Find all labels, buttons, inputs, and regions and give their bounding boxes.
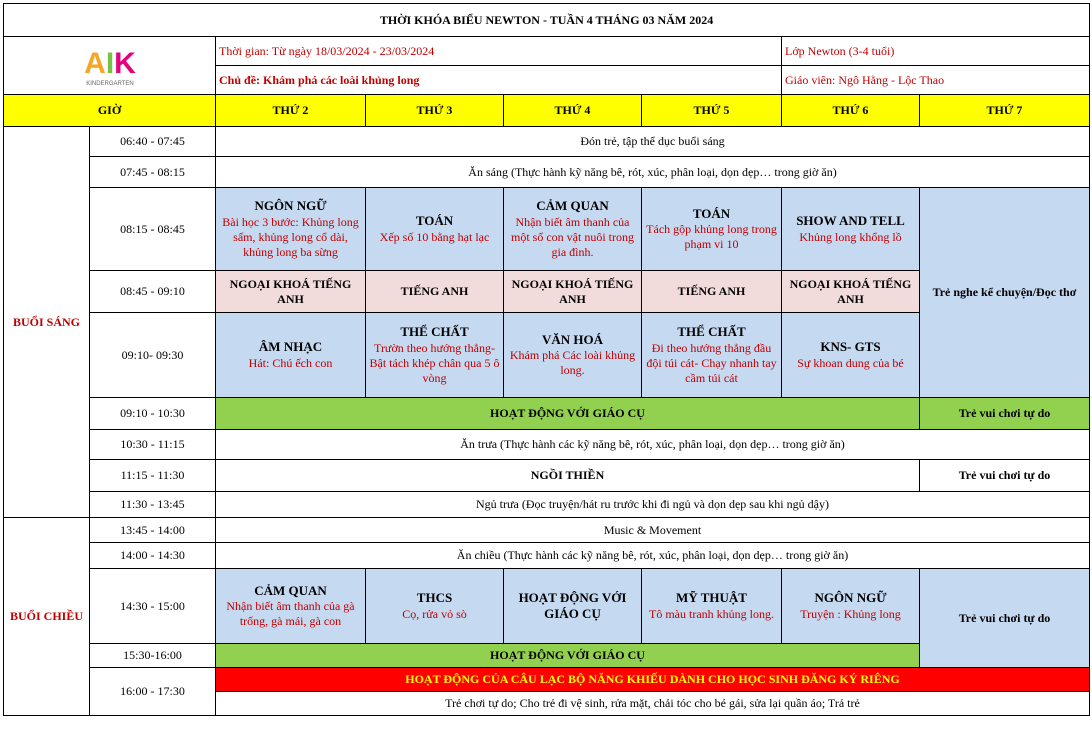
- lesson-cell: [216, 569, 366, 644]
- lesson-subject: TOÁN: [692, 205, 731, 221]
- saturday-afternoon: Trẻ vui chơi tự do: [920, 569, 1090, 668]
- lesson-cell: [366, 188, 504, 271]
- lesson-subject: HOẠT ĐỘNG VỚI GIÁO CỤ: [518, 589, 627, 621]
- english-cell: NGOẠI KHOÁ TIẾNG ANH: [782, 271, 920, 313]
- saturday-free-play: Trẻ vui chơi tự do: [920, 460, 1090, 492]
- time-slot: 10:30 - 11:15: [90, 430, 216, 460]
- time-slot: 08:15 - 08:45: [90, 188, 216, 271]
- time-slot: 09:10 - 10:30: [90, 398, 216, 430]
- lesson-cell: [782, 188, 920, 271]
- lesson-subject: KNS- GTS: [820, 339, 881, 355]
- header-sat: THỨ 7: [920, 95, 1090, 127]
- lesson-activity: Hát: Chú ếch con: [248, 355, 333, 370]
- header-mon: THỨ 2: [216, 95, 366, 127]
- date-range: Thời gian: Từ ngày 18/03/2024 - 23/03/2024: [216, 37, 782, 66]
- lesson-activity: Tách gộp khủng long trong phạm vi 10: [646, 222, 777, 252]
- activity-row: Ăn chiều (Thực hành các kỹ năng bê, rót, xúc, phân loại, dọn dẹp… trong giờ ăn): [216, 543, 1090, 569]
- lesson-cell: [366, 313, 504, 398]
- aik-logo-icon: [65, 43, 155, 89]
- lesson-cell: [366, 569, 504, 644]
- class-name: Lớp Newton (3-4 tuổi): [782, 37, 1090, 66]
- time-slot: 09:10- 09:30: [90, 313, 216, 398]
- activity-row: Ăn trưa (Thực hành các kỹ năng bê, rót, xúc, phân loại, dọn dẹp… trong giờ ăn): [216, 430, 1090, 460]
- saturday-morning: Trẻ nghe kể chuyện/Đọc thơ: [920, 188, 1090, 398]
- lesson-subject: NGÔN NGỮ: [254, 198, 327, 214]
- lesson-cell: [504, 569, 642, 644]
- time-slot: 15:30-16:00: [90, 644, 216, 668]
- theme: Chủ đề: Khám phá các loài khủng long: [216, 66, 782, 95]
- lesson-activity: Đi theo hướng thẳng đầu đội túi cát- Chạy nhanh tay cầm túi cát: [646, 340, 777, 385]
- lesson-subject: SHOW AND TELL: [796, 213, 905, 229]
- lesson-activity: Bài học 3 bước: Khủng long sấm, khủng long cổ dài, khủng long ba sừng: [222, 214, 359, 259]
- lesson-subject: CẢM QUAN: [254, 582, 327, 598]
- header-time: GIỜ: [4, 95, 216, 127]
- timetable: [3, 3, 1090, 716]
- lesson-activity: Nhận biết âm thanh của một số con vật nuôi trong gia đình.: [511, 214, 634, 259]
- session-morning: BUỔI SÁNG: [4, 127, 90, 518]
- lesson-cell: [216, 188, 366, 271]
- english-cell: NGOẠI KHOÁ TIẾNG ANH: [216, 271, 366, 313]
- montessori-row: HOẠT ĐỘNG VỚI GIÁO CỤ: [216, 644, 920, 668]
- lesson-cell: [642, 313, 782, 398]
- activity-row: Music & Movement: [216, 518, 1090, 543]
- meditation-row: NGỒI THIỀN: [216, 460, 920, 492]
- activity-row: Trẻ chơi tự do; Cho trẻ đi vệ sinh, rửa mặt, chải tóc cho bé gái, sửa lại quần áo; Trả trẻ: [216, 692, 1090, 716]
- activity-row: Ăn sáng (Thực hành kỹ năng bê, rót, xúc, phân loại, dọn dẹp… trong giờ ăn): [216, 157, 1090, 188]
- english-cell: NGOẠI KHOÁ TIẾNG ANH: [504, 271, 642, 313]
- activity-row: Đón trẻ, tập thể dục buổi sáng: [216, 127, 1090, 157]
- saturday-free-play: Trẻ vui chơi tự do: [920, 398, 1090, 430]
- lesson-subject: NGÔN NGỮ: [814, 590, 887, 606]
- lesson-cell: [782, 313, 920, 398]
- lesson-cell: [782, 569, 920, 644]
- lesson-cell: [642, 569, 782, 644]
- svg-text:AIK: AIK: [83, 46, 136, 80]
- header-fri: THỨ 6: [782, 95, 920, 127]
- lesson-activity: Xếp số 10 bằng hạt lạc: [379, 229, 490, 244]
- lesson-activity: Cọ, rửa vỏ sò: [402, 606, 467, 621]
- lesson-activity: Nhận biết âm thanh của gà trống, gà mái, gà con: [226, 599, 355, 629]
- lesson-activity: Trườn theo hướng thẳng- Bật tách khép chân qua 5 ô vòng: [369, 340, 500, 385]
- lesson-cell: [504, 313, 642, 398]
- lesson-subject: CẢM QUAN: [536, 198, 609, 214]
- time-slot: 07:45 - 08:15: [90, 157, 216, 188]
- lesson-cell: [642, 188, 782, 271]
- teachers: Giáo viên: Ngô Hằng - Lộc Thao: [782, 66, 1090, 95]
- header-thu: THỨ 5: [642, 95, 782, 127]
- time-slot: 06:40 - 07:45: [90, 127, 216, 157]
- school-logo: [6, 43, 213, 89]
- lesson-subject: THỂ CHẤT: [677, 324, 746, 340]
- lesson-activity: Truyện : Khủng long: [800, 606, 901, 621]
- lesson-subject: ÂM NHẠC: [258, 339, 323, 355]
- montessori-row: HOẠT ĐỘNG VỚI GIÁO CỤ: [216, 398, 920, 430]
- lesson-subject: VĂN HOÁ: [541, 331, 604, 347]
- session-afternoon: BUỔI CHIỀU: [4, 518, 90, 716]
- time-slot: 16:00 - 17:30: [90, 668, 216, 716]
- lesson-cell: [504, 188, 642, 271]
- english-cell: TIẾNG ANH: [642, 271, 782, 313]
- page-title: THỜI KHÓA BIỂU NEWTON - TUẦN 4 THÁNG 03 NĂM 2024: [4, 4, 1090, 37]
- activity-row: Ngủ trưa (Đọc truyện/hát ru trước khi đi ngủ và dọn dẹp sau khi ngủ dậy): [216, 492, 1090, 518]
- time-slot: 13:45 - 14:00: [90, 518, 216, 543]
- lesson-subject: THỂ CHẤT: [400, 324, 469, 340]
- lesson-activity: Tô màu tranh khủng long.: [649, 606, 774, 621]
- lesson-activity: Sự khoan dung của bé: [797, 355, 904, 370]
- time-slot: 11:15 - 11:30: [90, 460, 216, 492]
- lesson-activity: Khám phá Các loài khủng long.: [509, 348, 636, 378]
- header-wed: THỨ 4: [504, 95, 642, 127]
- time-slot: 08:45 - 09:10: [90, 271, 216, 313]
- time-slot: 14:30 - 15:00: [90, 569, 216, 644]
- header-tue: THỨ 3: [366, 95, 504, 127]
- time-slot: 14:00 - 14:30: [90, 543, 216, 569]
- lesson-subject: MỸ THUẬT: [676, 590, 747, 606]
- logo-cell: [4, 37, 216, 95]
- svg-text:KINDERGARTEN: KINDERGARTEN: [85, 80, 134, 87]
- lesson-cell: [216, 313, 366, 398]
- club-activity-banner: HOẠT ĐỘNG CỦA CÂU LẠC BỘ NĂNG KHIẾU DÀNH CHO HỌC SINH ĐĂNG KÝ RIÊNG: [216, 668, 1090, 692]
- time-slot: 11:30 - 13:45: [90, 492, 216, 518]
- lesson-subject: THCS: [416, 590, 453, 606]
- english-cell: TIẾNG ANH: [366, 271, 504, 313]
- lesson-activity: Khủng long khổng lồ: [799, 229, 902, 244]
- lesson-subject: TOÁN: [415, 213, 454, 229]
